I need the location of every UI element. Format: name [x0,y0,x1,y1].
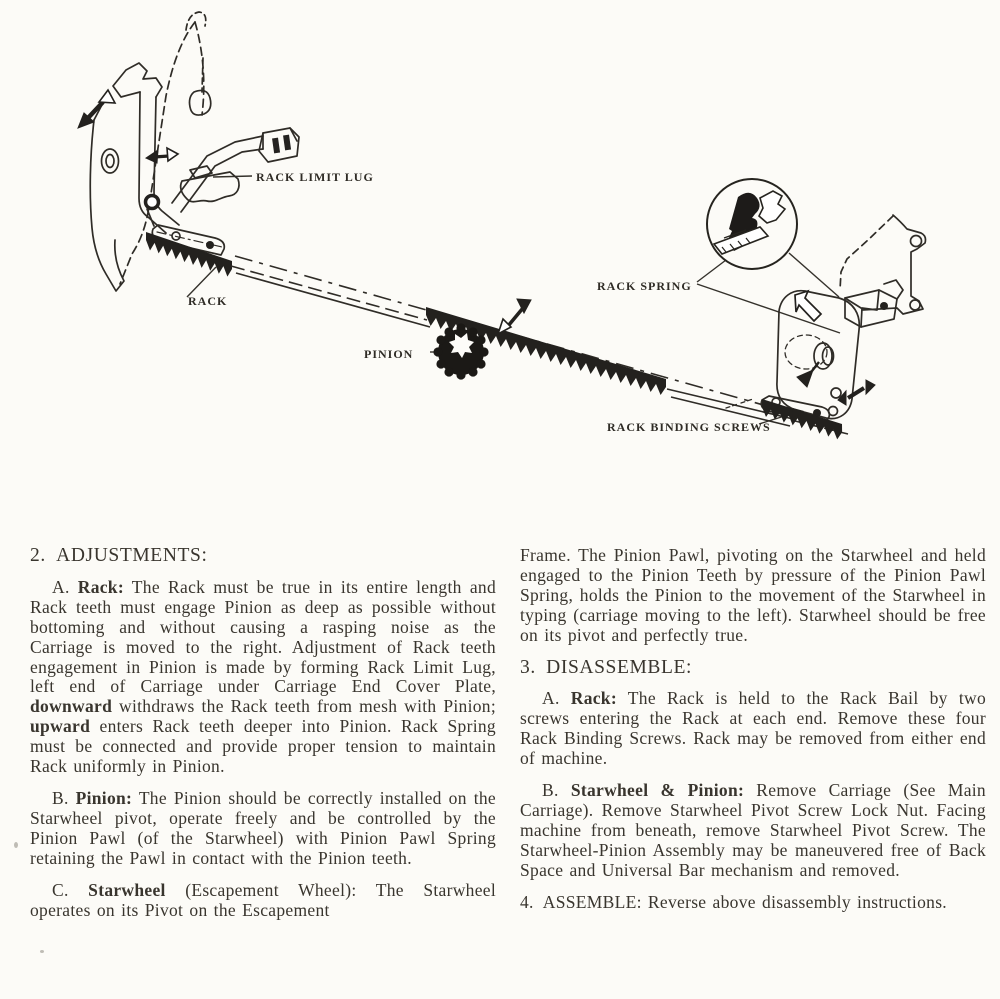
bold-term: Pinion: [75,787,133,808]
direction-arrow-body [795,291,821,321]
section-heading-left-0 [30,546,496,566]
scan-artifact [40,950,44,953]
paragraph-right-2 [520,689,986,769]
bold-term: downward [30,696,113,717]
bold-term: Starwheel [88,879,166,900]
direction-arrow-small [797,362,819,387]
paragraph-right-3 [520,781,986,881]
rack-spring-inset [707,179,797,269]
paragraph-right-0 [520,546,986,646]
text-run: withdraws the Rack teeth from mesh with Pinion; [112,696,496,717]
text-run: 3. DISASSEMBLE: [520,656,693,678]
bold-term: Rack: [77,576,124,597]
direction-arrow-left [78,90,115,128]
section-heading-right-1 [520,658,986,678]
text-run: C. [52,879,89,900]
text-run: 2. ADJUSTMENTS: [30,545,208,566]
rack-limit-lug-bracket [259,128,299,162]
label-rack: RACK [188,294,228,308]
direction-arrow-middle [498,299,531,334]
text-run: A. [542,688,571,709]
scan-artifact [14,842,18,848]
text-run: The Rack must be true in its entire length and Rack teeth must engage Pinion as deep as possible without bottoming and without causing a rasping noise as the Carriage is moved to the right. Adjustment of Rack teeth engagement in Pinion is made by forming Rack Limit Lug, left end of Carriage under Carriage End Cover Plate, [30,576,496,697]
text-run: Frame. The Pinion Pawl, pivoting on the Starwheel and held engaged to the Pinion Teeth by pressure of the Pinion Pawl Spring, holds the Pinion to the movement of the Starwheel in typing (carriage moving to the left). Starwheel should be free on its pivot and perfectly true. [520,545,986,645]
text-run: A. [52,576,78,597]
direction-arrow-right [838,380,875,405]
label-rack-spring: RACK SPRING [597,279,692,293]
direction-arrow-bracket [146,148,178,163]
bold-term: Rack: [570,688,617,709]
column-right [520,546,986,920]
paragraph-left-2 [30,789,496,869]
paragraph-right-4 [520,893,986,913]
text-columns [30,546,986,920]
text-run: The Rack is held to the Rack Bail by two screws entering the Rack at each end. Remove these four Rack Binding Screws. Rack may be removed from either end of machine. [520,688,987,769]
paragraph-left-3 [30,881,496,921]
bold-term: Starwheel & Pinion: [570,780,745,801]
column-left [30,546,496,920]
text-run: B. [542,780,571,801]
text-run: enters Rack teeth deeper into Pinion. Rack Spring must be connected and provide proper tension to maintain Rack uniformly in Pinion. [30,716,496,777]
plate-screw-hole [102,149,119,173]
label-rack-binding-screws: RACK BINDING SCREWS [607,420,771,434]
text-run: B. [52,787,76,808]
text-run: (Escapement Wheel): The Starwheel operates on its Pivot on the Escapement [30,879,496,920]
bold-term: upward [30,716,91,737]
label-rack-limit-lug: RACK LIMIT LUG [256,170,374,184]
text-run: The Pinion should be correctly installed on the Starwheel pivot, operate freely and be controlled by the Pinion Pawl (of the Starwheel) with Pinion Pawl Spring retaining the Pawl in contact with the Pinion teeth. [30,787,496,868]
text-run: Remove Carriage (See Main Carriage). Remove Starwheel Pivot Screw Lock Nut. Facing machine from beneath, remove Starwheel Pivot Screw. The Starwheel-Pinion Assembly may be maneuvered free of Back Space and Universal Bar mechanism and removed. [520,780,986,880]
text-run: 4. ASSEMBLE: Reverse above disassembly instructions. [520,891,947,912]
label-pinion: PINION [364,347,414,361]
paragraph-left-1 [30,578,496,777]
